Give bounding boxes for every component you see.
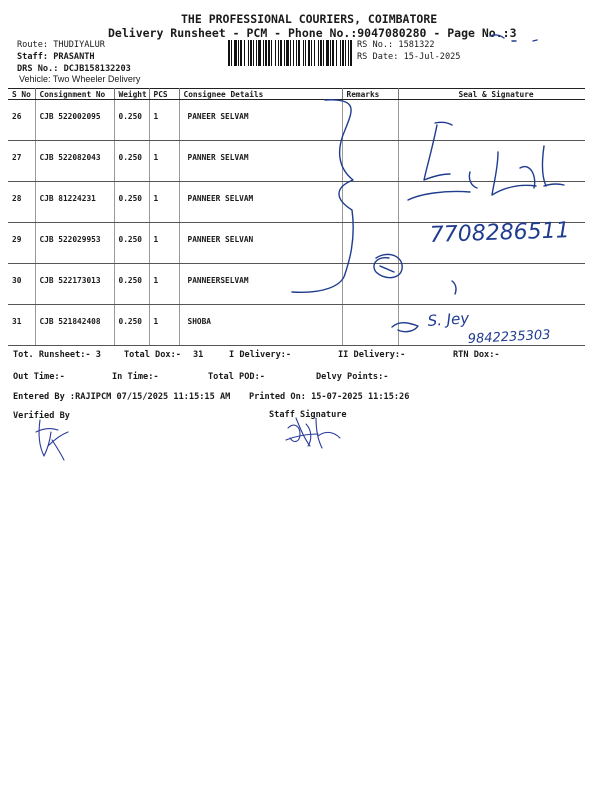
cell-consignee: PANNER SELVAM — [179, 141, 342, 182]
cell-sno: 27 — [8, 141, 35, 182]
col-header: Consignee Details — [179, 89, 342, 100]
total-runsheet: Tot. Runsheet:- 3 — [13, 350, 101, 360]
cell-signature — [398, 141, 585, 182]
table-row — [8, 182, 585, 223]
table-row — [8, 100, 585, 141]
cell-sno: 29 — [8, 223, 35, 264]
col-header: S No — [8, 89, 35, 100]
cell-pcs: 1 — [149, 223, 179, 264]
table-row — [8, 141, 585, 182]
staff-signature-label: Staff Signature — [269, 410, 347, 420]
cell-pcs: 1 — [149, 305, 179, 346]
table-row — [8, 264, 585, 305]
vehicle-label: Vehicle: Two Wheeler Delivery — [19, 74, 141, 84]
route-label: Route: THUDIYALUR — [17, 40, 105, 50]
cell-signature — [398, 182, 585, 223]
cell-signature — [398, 264, 585, 305]
handwritten-name: S. Jey — [427, 309, 470, 330]
total-dox-label: Total Dox:- — [124, 350, 181, 360]
staff-signature — [286, 418, 340, 448]
cell-sno: 26 — [8, 100, 35, 141]
cell-consignment: CJB 522173013 — [35, 264, 114, 305]
col-header: Consignment No — [35, 89, 114, 100]
rs-date: RS Date: 15-Jul-2025 — [357, 52, 461, 62]
cell-pcs: 1 — [149, 141, 179, 182]
cell-signature — [398, 305, 585, 346]
total-pod: Total POD:- — [208, 372, 265, 382]
handwritten-phone-1: 7708286511 — [429, 218, 571, 248]
table-row — [8, 305, 585, 346]
col-header: Weight — [114, 89, 149, 100]
in-time: In Time:- — [112, 372, 159, 382]
handwritten-phone-2: 9842235303 — [467, 327, 551, 347]
drs-number: DRS No.: DCJB158132203 — [17, 64, 131, 74]
cell-consignment: CJB 522082043 — [35, 141, 114, 182]
cell-remarks — [342, 264, 398, 305]
table-header-row — [8, 89, 585, 100]
cell-pcs: 1 — [149, 182, 179, 223]
cell-consignee: PANNEER SELVAM — [179, 182, 342, 223]
cell-weight: 0.250 — [114, 182, 149, 223]
delvy-points: Delvy Points:- — [316, 372, 389, 382]
company-title: THE PROFESSIONAL COURIERS, COIMBATORE — [181, 12, 438, 26]
cell-remarks — [342, 141, 398, 182]
cell-remarks — [342, 182, 398, 223]
cell-sno: 30 — [8, 264, 35, 305]
col-header: Seal & Signature — [398, 89, 585, 100]
cell-remarks — [342, 223, 398, 264]
cell-weight: 0.250 — [114, 100, 149, 141]
runsheet-subtitle: Delivery Runsheet - PCM - Phone No.:9047080280 - Page No.:3 — [108, 26, 517, 40]
ii-delivery: II Delivery:- — [338, 350, 406, 360]
col-header: Remarks — [342, 89, 398, 100]
cell-signature — [398, 100, 585, 141]
verified-signature — [36, 420, 68, 460]
cell-weight: 0.250 — [114, 264, 149, 305]
cell-weight: 0.250 — [114, 141, 149, 182]
cell-consignee: PANEER SELVAM — [179, 100, 342, 141]
total-dox-value: 31 — [193, 350, 204, 360]
table-row — [8, 223, 585, 264]
runsheet-table — [8, 88, 585, 346]
cell-pcs: 1 — [149, 264, 179, 305]
cell-remarks — [342, 100, 398, 141]
cell-consignee: SHOBA — [179, 305, 342, 346]
entered-by: Entered By :RAJIPCM 07/15/2025 11:15:15 AM — [13, 392, 231, 402]
rtn-dox: RTN Dox:- — [453, 350, 500, 360]
cell-sno: 28 — [8, 182, 35, 223]
cell-consignment: CJB 81224231 — [35, 182, 114, 223]
cell-consignment: CJB 522002095 — [35, 100, 114, 141]
printed-on: Printed On: 15-07-2025 11:15:26 — [249, 392, 410, 402]
rs-number: RS No.: 1581322 — [357, 40, 435, 50]
cell-pcs: 1 — [149, 100, 179, 141]
barcode-image — [228, 40, 352, 66]
cell-weight: 0.250 — [114, 305, 149, 346]
col-header: PCS — [149, 89, 179, 100]
out-time: Out Time:- — [13, 372, 65, 382]
cell-signature — [398, 223, 585, 264]
i-delivery: I Delivery:- — [229, 350, 292, 360]
cell-consignee: PANNEERSELVAM — [179, 264, 342, 305]
staff-label: Staff: PRASANTH — [17, 52, 95, 62]
cell-remarks — [342, 305, 398, 346]
cell-weight: 0.250 — [114, 223, 149, 264]
cell-consignment: CJB 522029953 — [35, 223, 114, 264]
cell-consignment: CJB 521842408 — [35, 305, 114, 346]
cell-sno: 31 — [8, 305, 35, 346]
cell-consignee: PANNEER SELVAN — [179, 223, 342, 264]
verified-by-label: Verified By — [13, 411, 70, 421]
